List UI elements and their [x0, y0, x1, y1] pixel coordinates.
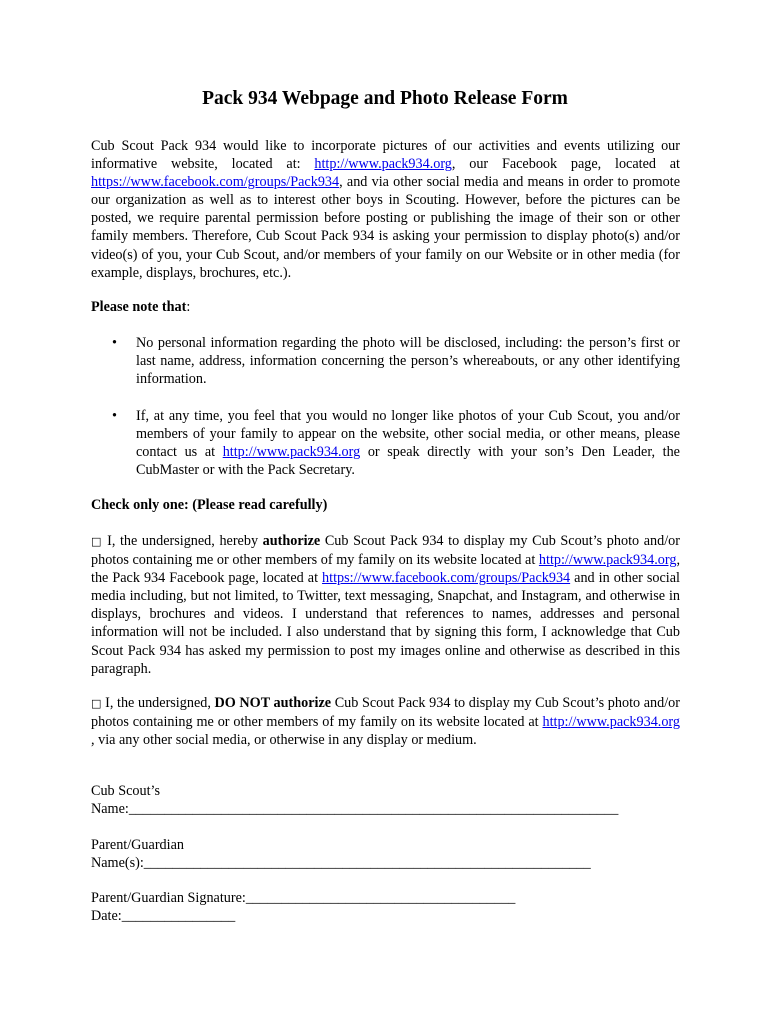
pack-website-link[interactable]: http://www.pack934.org	[314, 156, 452, 173]
parent-name-label: Parent/Guardian	[91, 837, 184, 853]
signature-field[interactable]: Parent/Guardian Signature:______________________________________	[91, 890, 516, 906]
page-title: Pack 934 Webpage and Photo Release Form	[202, 88, 568, 109]
pack-website-link-3[interactable]: http://www.pack934.org	[538, 552, 677, 569]
scout-name-field[interactable]: Name:_____________________________________________________________________	[91, 801, 619, 817]
do-not-authorize-bold: DO NOT authorize	[214, 695, 332, 711]
bullet-item-opt-out	[136, 407, 680, 479]
scout-name-label: Cub Scout’s	[91, 783, 160, 799]
intro-text-1: Cub Scout Pack 934 would like to incorporate pictures of our activities and events utilizing our informative website, located at:	[91, 138, 680, 173]
authorize-bold: authorize	[262, 533, 321, 549]
intro-paragraph	[91, 137, 680, 282]
do-not-authorize-checkbox[interactable]: □	[91, 697, 102, 710]
bullet2-text-1: If, at any time, you feel that you would no longer like photos of your Cub Scout, you and/or members of your family to appear on the website, other social media, or other means, please contact us at	[136, 408, 680, 461]
option-do-not-authorize: □ I, the undersigned, DO NOT authorize Cub Scout Pack 934 to display my Cub Scout’s photo and/or photos containing me or other members of my family on its website located at http://www.pack934.org , via any other social media, or otherwise in any display or medium.	[91, 695, 680, 749]
facebook-group-link-2[interactable]: https://www.facebook.com/groups/Pack934	[322, 570, 571, 587]
option-authorize: □ I, the undersigned, hereby authorize Cub Scout Pack 934 to display my Cub Scout’s photo and/or photos containing me or other members of my family on its website located at http://www.pack934.org, the Pack 934 Facebook page, located at https://www.facebook.com/groups/Pack934 and in other social media including, but not limited, to Twitter, text messaging, Snapchat, and Instagram, and otherwise in displays, brochures and videos. I understand that references to names, addresses and personal information will not be included. I also understand that by signing this form, I acknowledge that Cub Scout Pack 934 has asked my permission to post my images online and otherwise as described in this paragraph.	[91, 533, 680, 677]
authorize-checkbox[interactable]: □	[91, 535, 103, 548]
date-field[interactable]: Date:________________	[91, 908, 236, 924]
pack-website-link-4[interactable]: http://www.pack934.org	[542, 714, 680, 731]
bullet2-text-2: or speak directly with your son’s Den Leader, the CubMaster or with the Pack Secretary.	[136, 444, 680, 479]
pack-website-link-2[interactable]: http://www.pack934.org	[222, 444, 361, 461]
facebook-group-link[interactable]: https://www.facebook.com/groups/Pack934	[91, 174, 340, 191]
note-heading: Please note that:	[91, 299, 191, 315]
bullet-marker-1: •	[112, 335, 117, 351]
bullet-marker-2: •	[112, 408, 117, 424]
parent-name-field[interactable]: Name(s):_______________________________________________________________	[91, 855, 591, 871]
check-heading: Check only one: (Please read carefully)	[91, 497, 328, 513]
bullet-item-privacy: No personal information regarding the photo will be disclosed, including: the person’s first or last name, address, information concerning the person’s whereabouts, or any other identifying information.	[136, 335, 680, 388]
intro-text-2: , our Facebook page, located at	[451, 156, 680, 173]
intro-text-3: , and via other social media and means in order to promote our organization as well as to interest other boys in Scouting. However, before the pictures can be posted, we require parental permission before posting or publishing the image of their son or other family members. Therefore, Cub Scout Pack 934 is asking your permission to display photo(s) and/or video(s) of you, your Cub Scout, and/or members of your family on our Website or in other media (for example, displays, brochures, etc.).	[91, 174, 680, 281]
